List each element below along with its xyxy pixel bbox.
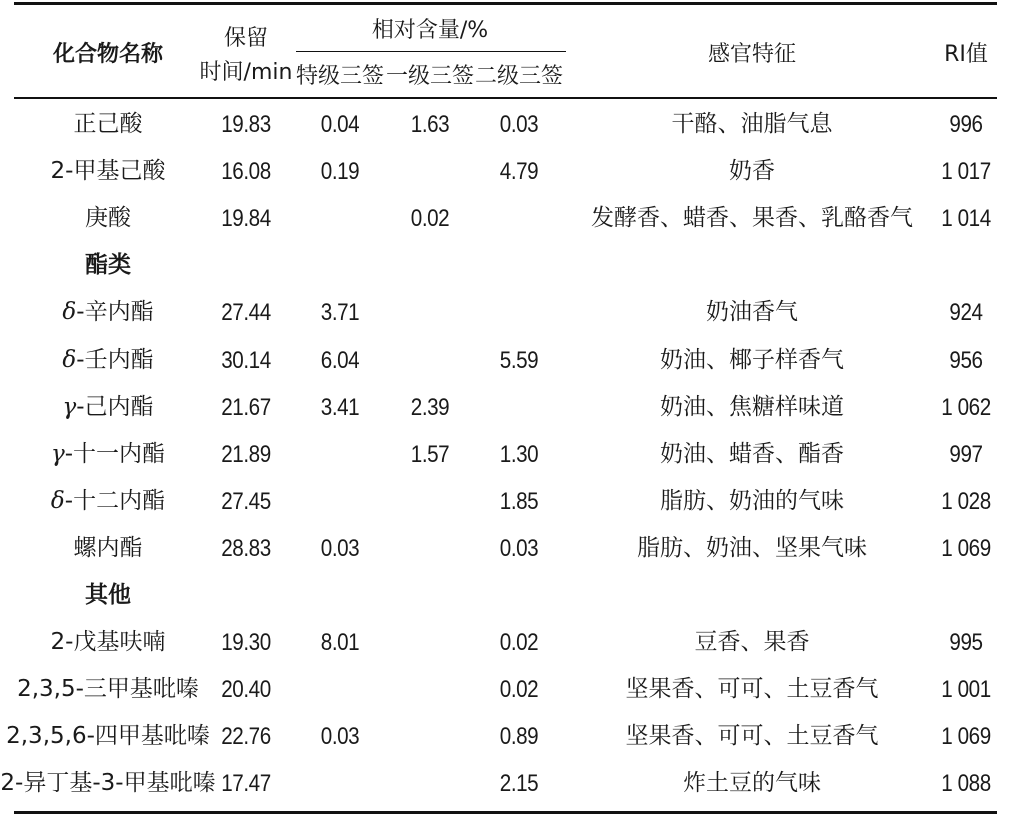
compound-name <box>0 772 215 795</box>
sensory-description: 干酪、油脂气息 <box>671 111 833 137</box>
header-grade-special: 特级三签 <box>295 64 385 89</box>
retention-time: 19.83 <box>221 111 271 138</box>
retention-time: 21.89 <box>221 441 271 468</box>
sensory-description: 炸土豆的气味 <box>683 770 821 796</box>
ri-value: 996 <box>949 111 983 138</box>
compound-name-text: 正己酸 <box>73 111 143 137</box>
section-label: 酯类 <box>85 252 131 278</box>
compound-name-text: -辛内酯 <box>76 299 154 325</box>
compound-name <box>17 678 199 701</box>
compound-name <box>74 113 143 136</box>
section-row <box>0 584 1011 630</box>
content-second: 0.89 <box>499 723 539 750</box>
content-first: 2.39 <box>410 394 450 421</box>
compound-name-text: 螺内酯 <box>73 535 143 561</box>
table-row <box>0 631 1011 677</box>
compound-name-text: 2-异丁基-3-甲基吡嗪 <box>0 770 216 796</box>
compound-name-text: 2-戊基呋喃 <box>50 629 166 655</box>
sensory-description: 奶香 <box>729 158 775 184</box>
content-second: 1.30 <box>499 441 539 468</box>
compound-name <box>85 207 131 230</box>
table-bottom-rule <box>14 811 997 814</box>
compound-name <box>62 301 153 324</box>
ri-value: 956 <box>949 347 983 374</box>
header-compound-name: 化合物名称 <box>52 42 164 67</box>
content-second: 0.02 <box>499 676 539 703</box>
compound-name <box>62 396 153 419</box>
retention-time: 19.30 <box>221 629 271 656</box>
compound-name <box>62 349 153 372</box>
sensory-description: 豆香、果香 <box>694 629 810 655</box>
compound-name <box>6 725 210 748</box>
content-special: 8.01 <box>320 629 360 656</box>
retention-time: 16.08 <box>221 158 271 185</box>
compound-prefix: δ <box>50 488 65 514</box>
header-grade-first: 一级三签 <box>385 64 475 89</box>
compound-name-text: -己内酯 <box>76 394 154 420</box>
sensory-description: 奶油、蜡香、酯香 <box>660 441 844 467</box>
table-row <box>0 725 1011 771</box>
ri-value: 924 <box>949 299 983 326</box>
sensory-description: 坚果香、可可、土豆香气 <box>625 723 879 749</box>
compound-prefix: γ <box>62 394 77 420</box>
ri-value: 1 088 <box>941 770 991 797</box>
section-row <box>0 254 1011 300</box>
table-row <box>0 396 1011 442</box>
table-top-rule <box>14 2 997 5</box>
compound-name <box>51 160 166 183</box>
content-first: 1.63 <box>410 111 450 138</box>
compound-name-text: 2-甲基己酸 <box>50 158 166 184</box>
table-header-rule <box>14 97 997 99</box>
compound-name-text: 2,3,5,6-四甲基吡嗪 <box>6 723 210 749</box>
content-special: 0.03 <box>320 723 360 750</box>
retention-time: 30.14 <box>221 347 271 374</box>
ri-value: 1 069 <box>941 535 991 562</box>
table-row <box>0 537 1011 583</box>
content-special: 0.03 <box>320 535 360 562</box>
retention-time: 17.47 <box>221 770 271 797</box>
table-row <box>0 349 1011 395</box>
compound-name-text: -壬内酯 <box>76 347 154 373</box>
ri-value: 1 069 <box>941 723 991 750</box>
table-row <box>0 113 1011 159</box>
table-row <box>0 160 1011 206</box>
sensory-description: 发酵香、蜡香、果香、乳酪香气 <box>591 205 913 231</box>
compound-name <box>74 537 143 560</box>
compound-name-text: -十二内酯 <box>64 488 166 514</box>
ri-value: 1 017 <box>941 158 991 185</box>
sensory-description: 脂肪、奶油的气味 <box>660 488 844 514</box>
retention-time: 22.76 <box>221 723 271 750</box>
compound-name-text: 庚酸 <box>85 205 131 231</box>
content-second: 0.03 <box>499 111 539 138</box>
retention-time: 20.40 <box>221 676 271 703</box>
retention-time: 19.84 <box>221 205 271 232</box>
sensory-description: 奶油、椰子样香气 <box>660 347 844 373</box>
compound-name <box>51 631 166 654</box>
compound-prefix: δ <box>62 299 77 325</box>
content-special: 6.04 <box>320 347 360 374</box>
ri-value: 997 <box>949 441 983 468</box>
table-row <box>0 301 1011 347</box>
table-row <box>0 443 1011 489</box>
header-retention-line2: 时间/min <box>199 60 293 85</box>
ri-value: 1 001 <box>941 676 991 703</box>
content-second: 0.03 <box>499 535 539 562</box>
ri-value: 1 062 <box>941 394 991 421</box>
section-label: 其他 <box>85 582 131 608</box>
sensory-description: 脂肪、奶油、坚果气味 <box>637 535 867 561</box>
header-group-rule <box>296 51 566 52</box>
content-special: 3.41 <box>320 394 360 421</box>
compound-prefix: γ <box>50 441 65 467</box>
compound-prefix: δ <box>62 347 77 373</box>
header-ri: RI值 <box>944 42 988 67</box>
content-special: 0.04 <box>320 111 360 138</box>
compound-name <box>51 443 165 466</box>
header-sensory: 感官特征 <box>707 42 797 67</box>
compound-name-text: 2,3,5-三甲基吡嗪 <box>17 676 199 702</box>
sensory-description: 奶油香气 <box>706 299 798 325</box>
retention-time: 21.67 <box>221 394 271 421</box>
content-second: 5.59 <box>499 347 539 374</box>
retention-time: 27.44 <box>221 299 271 326</box>
table-row <box>0 207 1011 253</box>
table-row <box>0 678 1011 724</box>
sensory-description: 奶油、焦糖样味道 <box>660 394 844 420</box>
content-special: 0.19 <box>320 158 360 185</box>
sensory-description: 坚果香、可可、土豆香气 <box>625 676 879 702</box>
ri-value: 1 014 <box>941 205 991 232</box>
content-second: 1.85 <box>499 488 539 515</box>
header-grade-second: 二级三签 <box>474 64 564 89</box>
content-second: 4.79 <box>499 158 539 185</box>
retention-time: 28.83 <box>221 535 271 562</box>
table-row <box>0 490 1011 536</box>
content-special: 3.71 <box>320 299 360 326</box>
header-retention-line1: 保留 <box>223 26 269 51</box>
content-first: 1.57 <box>410 441 450 468</box>
retention-time: 27.45 <box>221 488 271 515</box>
ri-value: 995 <box>949 629 983 656</box>
compound-name <box>51 490 165 513</box>
content-second: 2.15 <box>499 770 539 797</box>
ri-value: 1 028 <box>941 488 991 515</box>
content-first: 0.02 <box>410 205 450 232</box>
compound-name-text: -十一内酯 <box>64 441 166 467</box>
content-second: 0.02 <box>499 629 539 656</box>
header-relative-content: 相对含量/% <box>371 18 489 43</box>
